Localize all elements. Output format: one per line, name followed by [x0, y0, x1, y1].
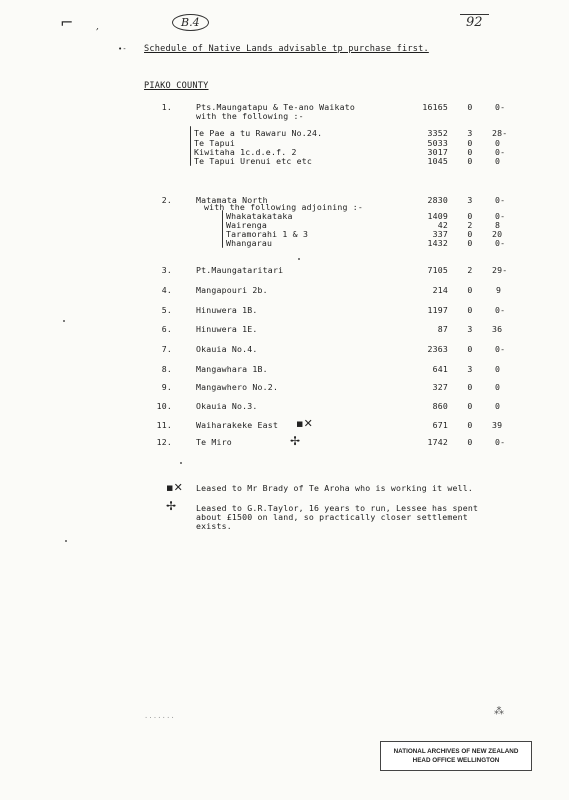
entry-area: 214: [432, 285, 448, 295]
sub-entry-name: Te Pae a tu Rawaru No.24.: [194, 128, 323, 138]
sub-entry-area: 5033: [427, 138, 448, 148]
speck: [65, 540, 67, 542]
hand-annotation-tick: ,: [96, 22, 99, 32]
archive-stamp: [380, 741, 532, 771]
entry-perches: 39: [492, 420, 503, 430]
entry-perches: 0: [495, 382, 501, 392]
sub-entry-perches: 28-: [492, 128, 508, 138]
entry-perches: 0-: [495, 195, 506, 205]
bullet-mark: •-: [118, 45, 127, 53]
document-title: Schedule of Native Lands advisable tp purchase first.: [144, 44, 429, 54]
entry-area: 7105: [427, 265, 448, 275]
sub-entry-roods: 0: [467, 229, 473, 239]
entry-perches: 36: [492, 324, 503, 334]
sub-entry-area: 1409: [427, 211, 448, 221]
entry-number: 6.: [161, 324, 172, 334]
scribble-mark-icon: ⁂: [494, 706, 505, 717]
footnote-taylor-line3: exists.: [196, 521, 232, 531]
entry-area: 2363: [427, 344, 448, 354]
entry-number: 1.: [161, 102, 172, 112]
entry-name: Hinuwera 1B.: [196, 305, 258, 315]
entry-number: 9.: [161, 382, 172, 392]
entry-roods: 0: [467, 305, 473, 315]
speck: [298, 258, 300, 260]
footnote-taylor-line1: Leased to G.R.Taylor, 16 years to run, Lessee has spent: [196, 503, 479, 513]
entry-area: 1197: [427, 305, 448, 315]
entry-roods: 3: [467, 195, 473, 205]
entry-roods: 0: [467, 382, 473, 392]
sub-entry-perches: 0-: [495, 147, 506, 157]
entry-roods: 0: [467, 401, 473, 411]
entry-perches: 0-: [495, 437, 506, 447]
entry-perches: 9: [496, 285, 502, 295]
faint-dots: .......: [144, 712, 175, 720]
entry-name: Pt.Maungataritari: [196, 265, 284, 275]
entry-area: 16165: [422, 102, 448, 112]
footnote-taylor-line2: about £1500 on land, so practically closer settlement: [196, 512, 468, 522]
sub-entry-perches: 0: [495, 156, 501, 166]
sub-entry-perches: 20: [492, 229, 503, 239]
hand-annotation-top-left: ⌐: [60, 13, 74, 32]
archive-stamp-line1: NATIONAL ARCHIVES OF NEW ZEALAND: [393, 748, 519, 755]
entry-number: 4.: [161, 285, 172, 295]
footnote-brady: Leased to Mr Brady of Te Aroha who is working it well.: [196, 483, 473, 493]
entry-roods: 0: [467, 420, 473, 430]
entry-perches: 0-: [495, 305, 506, 315]
sub-entry-area: 3017: [427, 147, 448, 157]
sub-entry-perches: 0-: [495, 211, 506, 221]
entry-number: 7.: [161, 344, 172, 354]
entry-number: 10.: [156, 401, 172, 411]
sub-entry-roods: 0: [467, 147, 473, 157]
sub-entry-roods: 0: [467, 138, 473, 148]
speck: [180, 462, 182, 464]
sub-entry-name: Whangarau: [226, 238, 273, 248]
speck: [63, 320, 65, 322]
brace-group-2: [222, 210, 223, 248]
cross-mark-icon: ▪✕: [296, 417, 314, 430]
archive-stamp-line2: HEAD OFFICE WELLINGTON: [412, 757, 500, 764]
sub-entry-name: Te Tapui Urenui etc etc: [194, 156, 312, 166]
sub-entry-roods: 0: [467, 238, 473, 248]
entry-with-text: with the following adjoining :-: [204, 202, 364, 212]
sub-entry-roods: 0: [467, 211, 473, 221]
sub-entry-area: 337: [432, 229, 448, 239]
entry-roods: 3: [467, 324, 473, 334]
entry-area: 641: [432, 364, 448, 374]
entry-area: 2830: [427, 195, 448, 205]
sub-entry-name: Te Tapui: [194, 138, 236, 148]
circled-reference-text: B.4: [181, 16, 200, 29]
sub-entry-area: 42: [437, 220, 448, 230]
entry-name: Pts.Maungatapu & Te-ano Waikato: [196, 102, 356, 112]
star-mark-icon: ✢: [166, 499, 177, 513]
sub-entry-perches: 8: [495, 220, 501, 230]
entry-name: Okauia No.3.: [196, 401, 258, 411]
sub-entry-perches: 0: [495, 138, 501, 148]
entry-perches: 0-: [495, 344, 506, 354]
entry-name: Okauia No.4.: [196, 344, 258, 354]
entry-number: 11.: [156, 420, 172, 430]
sub-entry-roods: 2: [467, 220, 473, 230]
entry-roods: 0: [467, 102, 473, 112]
sub-entry-name: Taramorahi 1 & 3: [226, 229, 309, 239]
entry-roods: 3: [467, 364, 473, 374]
cross-mark-icon: ▪✕: [166, 481, 184, 494]
entry-roods: 0: [467, 285, 473, 295]
entry-area: 671: [432, 420, 448, 430]
county-heading: PIAKO COUNTY: [144, 81, 209, 91]
entry-perches: 0-: [495, 102, 506, 112]
entry-with-text: with the following :-: [196, 111, 304, 121]
sub-entry-area: 1045: [427, 156, 448, 166]
entry-area: 87: [437, 324, 448, 334]
entry-number: 12.: [156, 437, 172, 447]
entry-name: Waiharakeke East: [196, 420, 279, 430]
entry-name: Hinuwera 1E.: [196, 324, 258, 334]
sub-entry-name: Wairenga: [226, 220, 268, 230]
sub-entry-name: Kiwitaha 1c.d.e.f. 2: [194, 147, 297, 157]
entry-area: 1742: [427, 437, 448, 447]
page-number-text: 92: [466, 15, 483, 30]
entry-number: 5.: [161, 305, 172, 315]
entry-perches: 0: [495, 401, 501, 411]
entry-number: 8.: [161, 364, 172, 374]
sub-entry-area: 3352: [427, 128, 448, 138]
brace-group-1: [190, 126, 191, 166]
entry-area: 860: [432, 401, 448, 411]
entry-name: Mangawhara 1B.: [196, 364, 268, 374]
entry-roods: 0: [467, 437, 473, 447]
entry-area: 327: [432, 382, 448, 392]
sub-entry-perches: 0-: [495, 238, 506, 248]
sub-entry-area: 1432: [427, 238, 448, 248]
page-number: [460, 14, 489, 30]
entry-name: Mangapouri 2b.: [196, 285, 268, 295]
entry-roods: 2: [467, 265, 473, 275]
sub-entry-roods: 0: [467, 156, 473, 166]
entry-roods: 0: [467, 344, 473, 354]
entry-name: Matamata North: [196, 195, 268, 205]
sub-entry-name: Whakatakataka: [226, 211, 293, 221]
entry-number: 2.: [161, 195, 172, 205]
entry-name: Mangawhero No.2.: [196, 382, 279, 392]
star-mark-icon: ✢: [290, 434, 301, 448]
entry-perches: 29-: [492, 265, 508, 275]
entry-number: 3.: [161, 265, 172, 275]
entry-name: Te Miro: [196, 437, 232, 447]
circled-reference: [172, 14, 209, 31]
entry-perches: 0: [495, 364, 501, 374]
sub-entry-roods: 3: [467, 128, 473, 138]
